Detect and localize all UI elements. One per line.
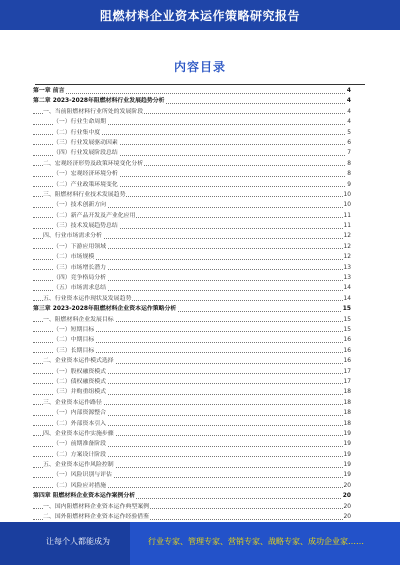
toc-row[interactable] <box>33 512 351 522</box>
toc-row[interactable] <box>33 200 351 210</box>
toc-entry-label: （一）技术创新方向 <box>53 200 107 210</box>
toc-page-number: 12 <box>343 252 352 262</box>
toc-page-number: 19 <box>343 439 352 449</box>
toc-row[interactable] <box>33 325 351 335</box>
toc-entry-label: 三、企业资本运作路径 <box>43 398 103 408</box>
toc-row[interactable] <box>33 252 351 262</box>
toc-row[interactable] <box>33 408 351 418</box>
toc-row[interactable] <box>33 169 351 179</box>
toc-row[interactable] <box>33 429 351 439</box>
toc-page-number: 12 <box>343 231 352 241</box>
toc-row[interactable] <box>33 294 351 304</box>
toc-entry-label: （二）市场规模 <box>53 252 95 262</box>
toc-row[interactable] <box>33 304 351 314</box>
toc-page-number: 4 <box>346 107 351 117</box>
toc-row[interactable] <box>33 419 351 429</box>
document-footer <box>0 522 400 565</box>
footer-experts-text: 行业专家、管理专家、营销专家、战略专家、成功企业家…… <box>148 537 364 546</box>
toc-entry-label: 四、企业资本运作实施步骤 <box>43 429 115 439</box>
toc-top-rule <box>35 84 365 85</box>
toc-entry-label: （二）新产品开发及产业化应用 <box>53 211 136 221</box>
toc-page-number: 4 <box>346 117 351 127</box>
toc-row[interactable] <box>33 502 351 512</box>
toc-entry-label: （二）风险应对措施 <box>53 481 107 491</box>
toc-row[interactable] <box>33 86 351 96</box>
toc-row[interactable] <box>33 211 351 221</box>
toc-entry-label: （一）行业生命周期 <box>53 117 107 127</box>
toc-row[interactable] <box>33 263 351 273</box>
toc-entry-label: （二）方案设计阶段 <box>53 450 107 460</box>
toc-page-number: 7 <box>346 148 351 158</box>
toc-entry-label: 五、企业资本运作风险控制 <box>43 460 115 470</box>
toc-row[interactable] <box>33 398 351 408</box>
toc-entry-label: 第一章 前言 <box>33 86 66 96</box>
toc-row[interactable] <box>33 283 351 293</box>
toc-row[interactable] <box>33 367 351 377</box>
toc-entry-label: 一、当前阻燃材料行业所处的发展阶段 <box>43 107 144 117</box>
toc-row[interactable] <box>33 221 351 231</box>
toc-page-number: 6 <box>346 138 351 148</box>
toc-entry-label: （一）短期目标 <box>53 325 95 335</box>
toc-row[interactable] <box>33 107 351 117</box>
toc-entry-label: （一）宏观经济环境分析 <box>53 169 119 179</box>
toc-row[interactable] <box>33 439 351 449</box>
toc-page-number: 18 <box>343 408 352 418</box>
toc-entry-label: （三）并购重组模式 <box>53 387 107 397</box>
toc-row[interactable] <box>33 242 351 252</box>
toc-entry-label: （二）产业政策环境变化 <box>53 180 119 190</box>
toc-row[interactable] <box>33 387 351 397</box>
toc-row[interactable] <box>33 138 351 148</box>
toc-row[interactable] <box>33 335 351 345</box>
toc-page-number: 4 <box>346 86 351 96</box>
document-header <box>0 0 400 30</box>
toc-entry-label: （二）行业集中度 <box>53 128 101 138</box>
toc-page-number: 5 <box>346 128 351 138</box>
toc-page-number: 11 <box>343 211 352 221</box>
toc-leader-dots <box>33 93 351 94</box>
toc-page-number: 10 <box>343 200 352 210</box>
toc-entry-label: （一）风险识别与评估 <box>53 470 113 480</box>
toc-entry-label: 第四章 阻燃材料企业资本运作案例分析 <box>33 491 136 501</box>
toc-heading: 内容目录 <box>173 60 226 74</box>
toc-entry-label: （三）技术发展趋势总结 <box>53 221 119 231</box>
toc-entry-label: （二）中期目标 <box>53 335 95 345</box>
toc-entry-label: （三）市场增长潜力 <box>53 263 107 273</box>
toc-entry-label: （一）下游应用领域 <box>53 242 107 252</box>
toc-page-number: 12 <box>343 242 352 252</box>
toc-entry-label: 三、阻燃材料行业技术发展趋势 <box>43 190 126 200</box>
toc-page-number: 19 <box>343 429 352 439</box>
toc-row[interactable] <box>33 190 351 200</box>
toc-page-number: 17 <box>343 367 352 377</box>
toc-entry-label: 二、国外阻燃材料企业资本运作经验借鉴 <box>43 512 150 522</box>
toc-entry-label: （四）竞争格局分析 <box>53 273 107 283</box>
toc-entry-label: 二、宏观经济形势及政策环境变化分析 <box>43 159 144 169</box>
toc-page-number: 18 <box>343 419 352 429</box>
toc-entry-label: （一）内部资源整合 <box>53 408 107 418</box>
toc-page-number: 4 <box>346 96 351 106</box>
toc-page-number: 8 <box>346 169 351 179</box>
toc-entry-label: （一）前期准备阶段 <box>53 439 107 449</box>
toc-row[interactable] <box>33 159 351 169</box>
toc-page-number: 17 <box>343 377 352 387</box>
toc-entry-label: 第三章 2023-2028年阻燃材料企业资本运作策略分析 <box>33 304 177 314</box>
toc-page-number: 14 <box>343 283 352 293</box>
toc-page-number: 20 <box>343 512 352 522</box>
report-title: 阻燃材料企业资本运作策略研究报告 <box>99 9 300 23</box>
footer-slogan: 让每个人都能成为 <box>46 537 110 546</box>
toc-page-number: 20 <box>343 481 352 491</box>
toc-entry-label: （三）长期目标 <box>53 346 95 356</box>
toc-entry-label: 一、国内阻燃材料企业资本运作典型案例 <box>43 502 150 512</box>
toc-page-number: 16 <box>343 356 352 366</box>
toc-row[interactable] <box>33 117 351 127</box>
toc-row[interactable] <box>33 460 351 470</box>
toc-page-number: 18 <box>343 398 352 408</box>
table-of-contents <box>33 86 351 522</box>
toc-entry-label: （二）债权融资模式 <box>53 377 107 387</box>
toc-row[interactable] <box>33 315 351 325</box>
toc-entry-label: （五）市场需求总结 <box>53 283 107 293</box>
toc-entry-label: （三）行业发展驱动因素 <box>53 138 119 148</box>
toc-page-number: 15 <box>342 304 351 314</box>
toc-page-number: 14 <box>343 294 352 304</box>
toc-row[interactable] <box>33 148 351 158</box>
toc-page-number: 19 <box>343 470 352 480</box>
toc-row[interactable] <box>33 128 351 138</box>
toc-entry-label: 第二章 2023-2028年阻燃材料行业发展趋势分析 <box>33 96 166 106</box>
toc-page-number: 10 <box>343 190 352 200</box>
toc-page-number: 13 <box>343 273 352 283</box>
toc-row[interactable] <box>33 481 351 491</box>
toc-row[interactable] <box>33 273 351 283</box>
toc-page-number: 16 <box>343 346 352 356</box>
toc-page-number: 19 <box>343 450 352 460</box>
toc-page-number: 15 <box>343 315 352 325</box>
toc-entry-label: 四、行业市场需求分析 <box>43 231 103 241</box>
toc-page-number: 11 <box>343 221 352 231</box>
toc-page-number: 8 <box>346 159 351 169</box>
toc-row[interactable] <box>33 356 351 366</box>
toc-entry-label: 二、企业资本运作模式选择 <box>43 356 115 366</box>
toc-entry-label: 五、行业资本运作现状及发展趋势 <box>43 294 132 304</box>
toc-row[interactable] <box>33 377 351 387</box>
toc-page-number: 18 <box>343 387 352 397</box>
toc-page-number: 9 <box>346 180 351 190</box>
toc-row[interactable] <box>33 346 351 356</box>
toc-row[interactable] <box>33 470 351 480</box>
toc-entry-label: 一、阻燃材料企业发展目标 <box>43 315 115 325</box>
toc-row[interactable] <box>33 180 351 190</box>
toc-page-number: 13 <box>343 263 352 273</box>
toc-entry-label: （一）股权融资模式 <box>53 367 107 377</box>
toc-page-number: 20 <box>342 491 351 501</box>
toc-row[interactable] <box>33 96 351 106</box>
toc-page-number: 19 <box>343 460 352 470</box>
toc-page-number: 20 <box>343 502 352 512</box>
toc-row[interactable] <box>33 231 351 241</box>
toc-page-number: 16 <box>343 335 352 345</box>
toc-page-number: 15 <box>343 325 352 335</box>
toc-row[interactable] <box>33 491 351 501</box>
toc-entry-label: （四）行业发展阶段总结 <box>53 148 119 158</box>
toc-row[interactable] <box>33 450 351 460</box>
toc-entry-label: （二）外部资本引入 <box>53 419 107 429</box>
